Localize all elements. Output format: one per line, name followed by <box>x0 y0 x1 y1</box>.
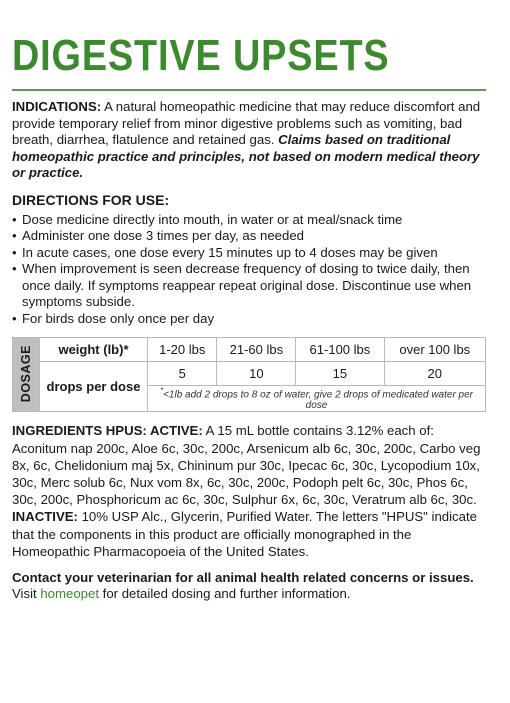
dosage-note: *<1lb add 2 drops to 8 oz of water, give 2 drops of medicated water per dose <box>148 386 486 412</box>
indications-text: A natural homeopathic medicine that may reduce discomfort and provide temporary relief from minor digestive problems such as vomiting, bad breath, diarrhea, flatulence and retained gas. <box>12 99 481 147</box>
drops-cell: 5 <box>148 362 217 386</box>
direction-item: • Dose medicine directly into mouth, in water or at meal/snack time <box>12 212 498 229</box>
indications-paragraph <box>12 99 490 182</box>
drops-label: drops per dose <box>40 362 148 412</box>
weight-cell: 1-20 lbs <box>148 338 217 362</box>
direction-item: • When improvement is seen decrease frequency of dosing to twice daily, then once daily. If symptoms reappear repeat original dose. Discontinue use when symptoms subside. <box>12 261 498 311</box>
homeopet-link[interactable]: homeopet <box>40 586 99 602</box>
weight-cell: 21-60 lbs <box>217 338 296 362</box>
ingredients-active: A 15 mL bottle contains 3.12% each of: Aconitum nap 200c, Aloe 6c, 30c, 200c, Arsenicum alb 6c, 30c, 200c, Carbo veg 8x, 6c, Chelidonium maj 5x, Chininum pur 30c, Ipecac 6c, 30c, Lycopodium 10x, 30c, Merc solub 6c, Nux vom 8x, 6c, 30c, 200c, Podoph pelt 6c, 30c, Phos 6c, 30c, 200c, Phosphoricum ac 6c, 30c, Sulphur 6x, 6c, 30c, Veratrum alb 6c, 30c. <box>12 423 481 508</box>
label-page <box>12 30 498 603</box>
title-divider <box>12 89 486 91</box>
direction-item: • Administer one dose 3 times per day, as needed <box>12 228 498 245</box>
contact-bold: Contact your veterinarian for all animal health related concerns or issues. <box>12 569 474 585</box>
weight-cell: over 100 lbs <box>384 338 485 362</box>
product-title: DIGESTIVE UPSETS <box>12 31 390 80</box>
drops-cell: 10 <box>217 362 296 386</box>
direction-item: • In acute cases, one dose every 15 minutes up to 4 doses may be given <box>12 245 498 262</box>
indications-label: INDICATIONS: <box>12 99 102 114</box>
weight-cell: 61-100 lbs <box>296 338 384 362</box>
drops-cell: 20 <box>384 362 485 386</box>
directions-list <box>12 212 498 328</box>
indications-claim: Claims based on traditional homeopathic practice and principles, not based on modern medical theory or practice. <box>12 132 480 180</box>
contact-paragraph: Contact your veterinarian for all animal health related concerns or issues. Visit homeopet for detailed dosing and further information. <box>12 569 474 602</box>
weight-label: weight (lb)* <box>40 338 148 362</box>
dosage-table <box>12 337 486 412</box>
ingredients-label: INGREDIENTS HPUS: ACTIVE: <box>12 423 203 439</box>
drops-cell: 15 <box>296 362 384 386</box>
direction-item: • For birds dose only once per day <box>12 311 498 328</box>
directions-heading: DIRECTIONS FOR USE: <box>12 191 170 208</box>
inactive-label: INACTIVE: <box>12 509 78 525</box>
ingredients-inactive: 10% USP Alc., Glycerin, Purified Water. The letters "HPUS" indicate that the components in this product are officially monographed in the Homeopathic Pharmacopoeia of the United States. <box>12 509 477 559</box>
ingredients-paragraph <box>12 422 490 560</box>
dosage-side-label: DOSAGE <box>13 338 40 412</box>
